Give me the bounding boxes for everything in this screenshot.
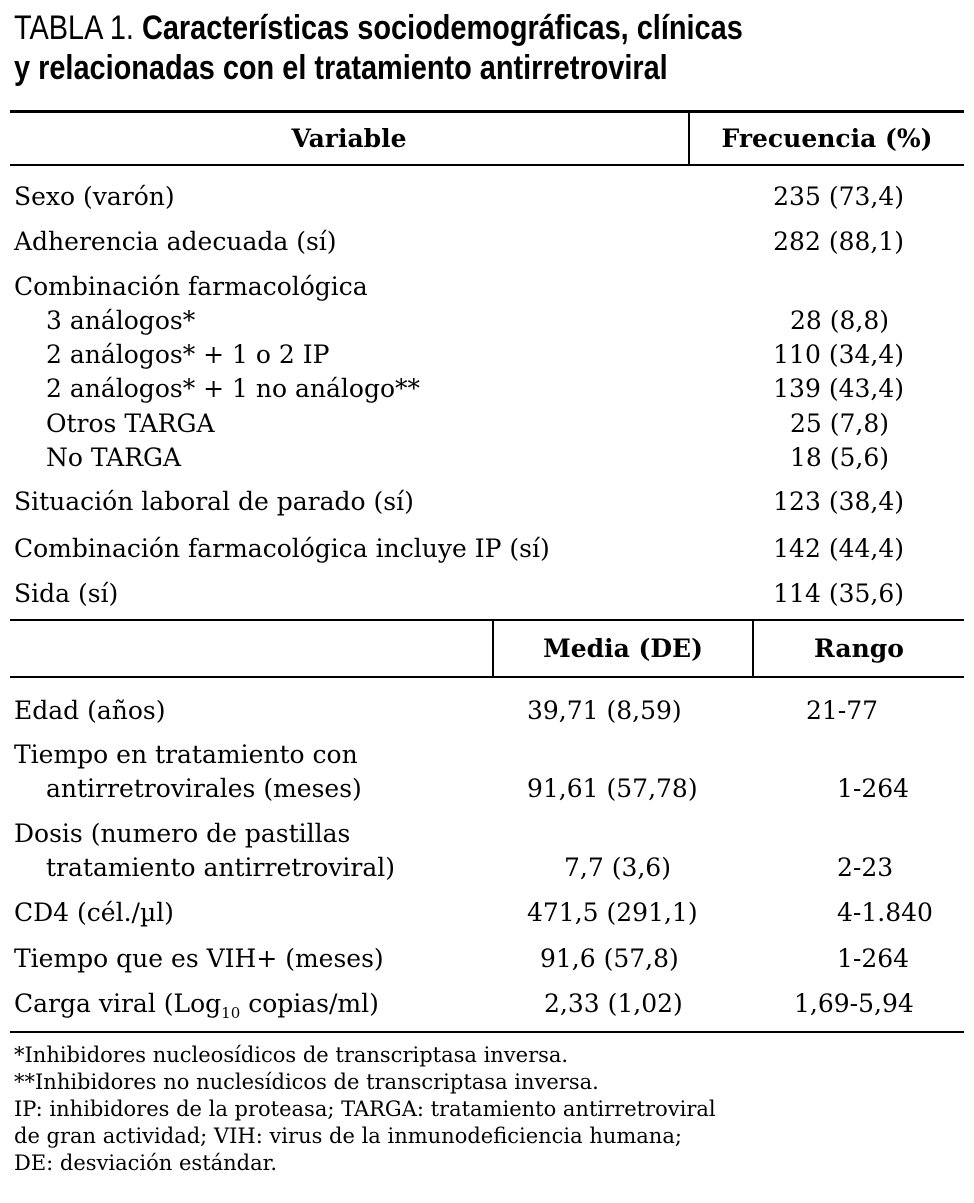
section-rule	[10, 619, 964, 621]
footnote: IP: inhibidores de la proteasa; TARGA: tratamiento antirretroviral	[14, 1097, 716, 1121]
stat-row-label-cont: tratamiento antirretroviral)	[46, 853, 396, 882]
header-frecuencia: Frecuencia (%)	[721, 124, 933, 153]
footnote: **Inhibidores no nuclesídicos de transcriptasa inversa.	[14, 1070, 599, 1094]
table-title	[14, 8, 822, 88]
footnote: DE: desviación estándar.	[14, 1151, 278, 1175]
stat-row-rango: 4-1.840	[837, 898, 933, 927]
stat-row-label: Edad (años)	[14, 696, 166, 725]
table-row-value: 28 (8,8)	[789, 306, 889, 335]
stat-row-media: 7,7 (3,6)	[564, 853, 671, 882]
stat-row-label	[14, 987, 379, 1030]
table-title-line1: Características sociodemográficas, clínicas	[141, 9, 743, 47]
stat-row-rango: 21-77	[806, 696, 879, 725]
table-row-value: 235 (73,4)	[773, 182, 904, 211]
table-row-label: Sexo (varón)	[14, 182, 175, 211]
table-row-label: 2 análogos* + 1 o 2 IP	[46, 340, 330, 369]
footnote: de gran actividad; VIH: virus de la inmunodeficiencia humana;	[14, 1124, 682, 1148]
stat-row-rango: 1,69-5,94	[794, 989, 914, 1018]
header-rule	[10, 164, 964, 166]
table-row-value: 18 (5,6)	[789, 443, 889, 472]
carga-viral-label-sub: 10	[221, 1004, 241, 1022]
top-rule	[10, 110, 964, 113]
stat-row-label-cont: antirretrovirales (meses)	[46, 774, 362, 803]
table-row-value: 114 (35,6)	[773, 579, 904, 608]
header2-rule	[10, 676, 964, 678]
stat-row-label: Tiempo en tratamiento con	[14, 740, 358, 769]
stat-row-media: 91,61 (57,78)	[527, 774, 698, 803]
stat-row-label: Tiempo que es VIH+ (meses)	[14, 944, 384, 973]
table-row-label: Otros TARGA	[46, 409, 215, 438]
table-row-label: Combinación farmacológica	[14, 272, 368, 301]
table-title-line2: y relacionadas con el tratamiento antirretroviral	[14, 49, 668, 87]
stat-row-rango: 1-264	[837, 774, 910, 803]
table-row-value: 139 (43,4)	[773, 374, 904, 403]
table-row-value: 110 (34,4)	[773, 340, 904, 369]
table-row-value: 25 (7,8)	[789, 409, 889, 438]
table-row-label: No TARGA	[46, 443, 182, 472]
carga-viral-label-post: copias/ml)	[240, 989, 379, 1018]
table-row-label: 2 análogos* + 1 no análogo**	[46, 374, 420, 403]
table-row-label: Adherencia adecuada (sí)	[14, 227, 337, 256]
table-label: TABLA 1.	[14, 9, 134, 47]
bottom-rule	[10, 1031, 964, 1033]
stat-row-label: CD4 (cél./µl)	[14, 898, 174, 927]
stat-row-rango: 2-23	[837, 853, 894, 882]
table-row-label: Situación laboral de parado (sí)	[14, 487, 414, 516]
table-row-label: Combinación farmacológica incluye IP (sí)	[14, 534, 550, 563]
table-row-label: 3 análogos*	[46, 306, 196, 335]
stat-row-label: Dosis (numero de pastillas	[14, 819, 351, 848]
header-media: Media (DE)	[543, 634, 703, 663]
header-rango: Rango	[814, 634, 904, 663]
carga-viral-label-pre: Carga viral (Log	[14, 989, 222, 1018]
stat-row-rango: 1-264	[837, 944, 910, 973]
stat-row-media: 91,6 (57,8)	[540, 944, 679, 973]
stat-row-media: 471,5 (291,1)	[527, 898, 698, 927]
table-row-value: 142 (44,4)	[773, 534, 904, 563]
header-variable: Variable	[291, 124, 407, 153]
table-row-value: 123 (38,4)	[773, 487, 904, 516]
footnote: *Inhibidores nucleosídicos de transcriptasa inversa.	[14, 1043, 569, 1067]
stat-row-media: 39,71 (8,59)	[527, 696, 682, 725]
table-row-value: 282 (88,1)	[773, 227, 904, 256]
stat-row-media: 2,33 (1,02)	[544, 989, 683, 1018]
table-row-label: Sida (sí)	[14, 579, 119, 608]
